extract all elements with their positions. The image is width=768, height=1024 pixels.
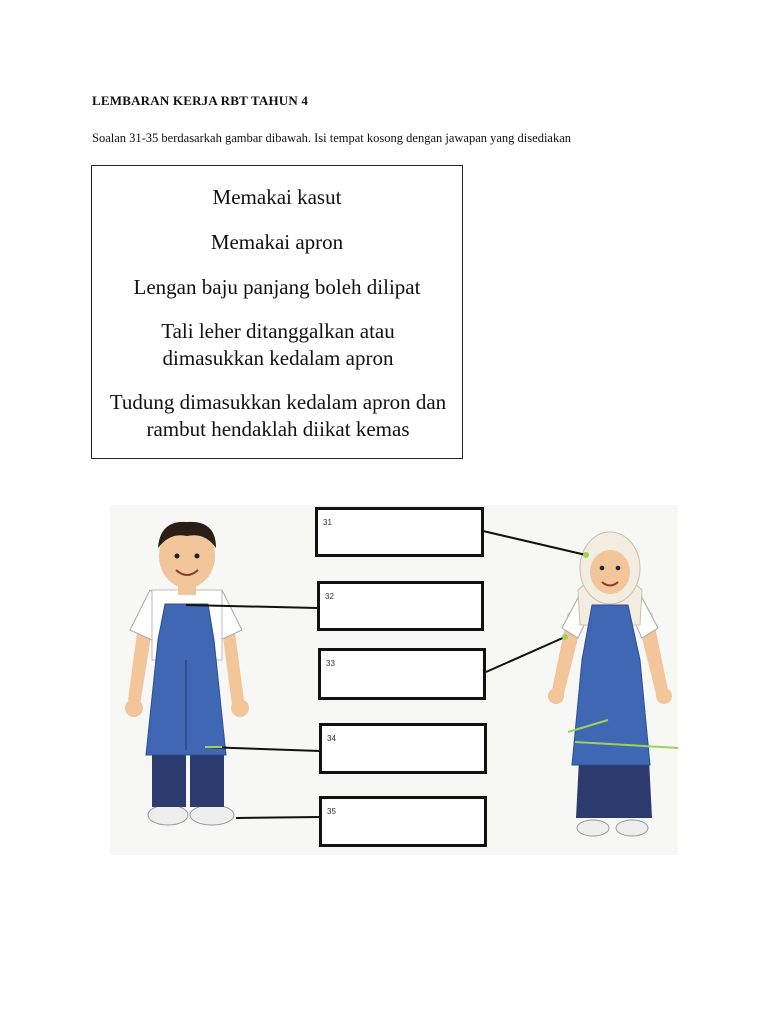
answer-box-33[interactable] [318, 648, 486, 700]
instruction-text: Soalan 31-35 berdasarkah gambar dibawah. Isi tempat kosong dengan jawapan yang disediakan [92, 131, 572, 145]
answer-box-35[interactable] [319, 796, 487, 847]
question-number: 34 [327, 734, 336, 743]
answer-option-3: Lengan baju panjang boleh dilipat [133, 275, 421, 299]
question-number: 31 [323, 518, 332, 527]
answer-option-2: Memakai apron [210, 230, 344, 254]
question-number: 32 [325, 592, 334, 601]
answer-box-31[interactable] [315, 507, 484, 557]
question-number: 35 [327, 807, 336, 816]
worksheet-title: LEMBARAN KERJA RBT TAHUN 4 [92, 93, 309, 108]
question-number: 33 [326, 659, 335, 668]
answer-option-5: Tudung dimasukkan kedalam apron dan rambut hendaklah diikat kemas [109, 390, 447, 441]
answer-box-32[interactable] [317, 581, 484, 631]
answer-box-34[interactable] [319, 723, 487, 774]
boy-figure [125, 522, 249, 825]
answer-option-4: Tali leher ditanggalkan atau dimasukkan kedalam apron [161, 319, 395, 370]
answer-option-1: Memakai kasut [212, 185, 342, 209]
girl-figure [548, 532, 678, 836]
